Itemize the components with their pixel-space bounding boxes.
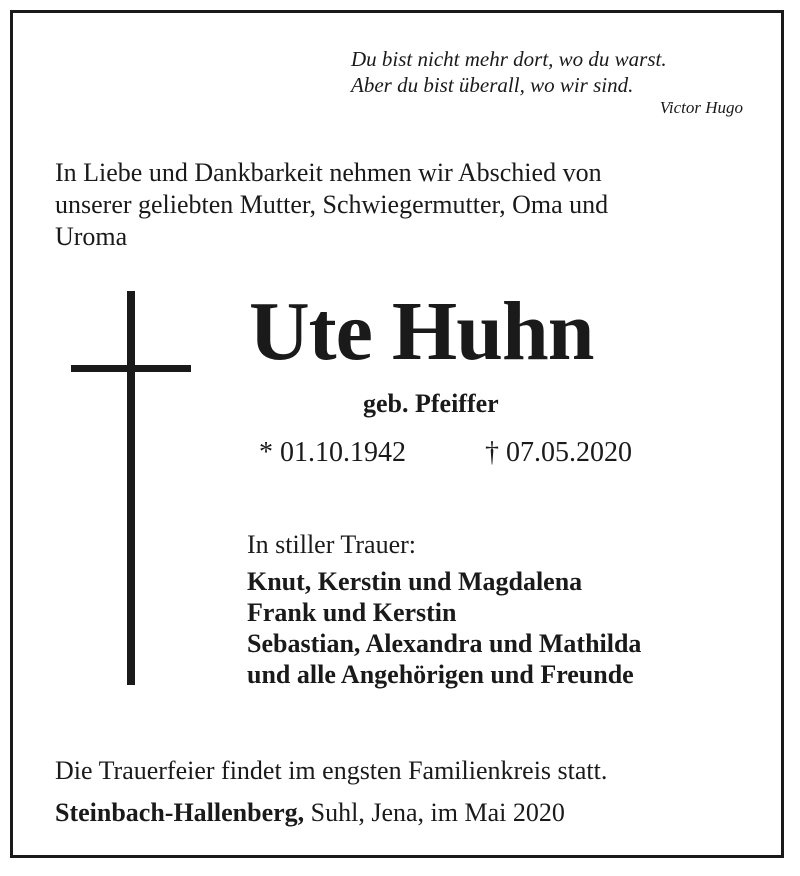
- cross-horizontal-bar: [71, 365, 191, 372]
- mourning-heading: In stiller Trauer:: [247, 530, 416, 559]
- mourner-line: Knut, Kerstin und Magdalena: [247, 567, 583, 596]
- mourners-list: [247, 566, 641, 690]
- intro-line-3: Uroma: [55, 222, 128, 251]
- intro-line-2: unserer geliebten Mutter, Schwiegermutter, Oma und: [55, 190, 609, 219]
- quote-line-1: Du bist nicht mehr dort, wo du warst.: [351, 47, 667, 71]
- place-date-line: [55, 798, 565, 828]
- mourner-line: Frank und Kerstin: [247, 598, 457, 627]
- birth-date: * 01.10.1942: [259, 437, 406, 468]
- cross-vertical-bar: [127, 291, 135, 685]
- mourner-line: Sebastian, Alexandra und Mathilda: [247, 629, 642, 658]
- obituary-notice: [10, 10, 784, 858]
- death-date: † 07.05.2020: [485, 437, 632, 468]
- ceremony-note: Die Trauerfeier findet im engsten Familienkreis statt.: [55, 756, 608, 785]
- quote-author: Victor Hugo: [659, 98, 743, 117]
- mourner-line: und alle Angehörigen und Freunde: [247, 660, 634, 689]
- place-rest: Suhl, Jena, im Mai 2020: [304, 798, 565, 827]
- intro-line-1: In Liebe und Dankbarkeit nehmen wir Abschied von: [55, 158, 602, 187]
- deceased-name: Ute Huhn: [249, 285, 594, 378]
- place-bold: Steinbach-Hallenberg,: [55, 798, 305, 827]
- quote-line-2: Aber du bist überall, wo wir sind.: [351, 73, 634, 97]
- maiden-name: geb. Pfeiffer: [363, 389, 499, 418]
